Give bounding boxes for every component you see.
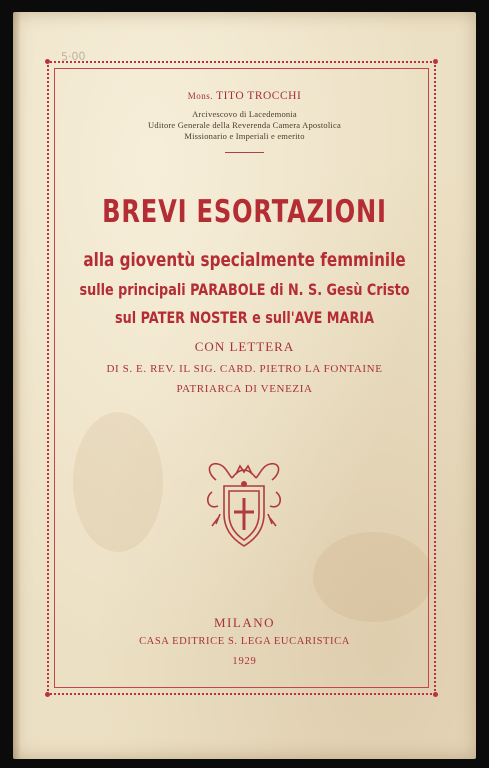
publication-year: 1929: [232, 656, 257, 667]
corner-dot: [45, 692, 50, 697]
author-title: Arcivescovo di Lacedemonia: [192, 109, 297, 119]
coat-of-arms-icon: [202, 452, 286, 554]
corner-dot: [433, 59, 438, 64]
corner-dot: [433, 692, 438, 697]
subtitle-line: sul PATER NOSTER e sull'AVE MARIA: [115, 308, 374, 327]
book-title: BREVI ESORTAZIONI: [102, 194, 387, 230]
author-name: TITO TROCCHI: [216, 90, 302, 102]
subtitle-line: sulle principali PARABOLE di N. S. Gesù Cristo: [79, 280, 410, 299]
ornamental-border: [47, 61, 436, 695]
author-title: Missionario e Imperiali e emerito: [184, 131, 305, 141]
publication-city: MILANO: [214, 615, 275, 630]
con-lettera: CON LETTERA: [194, 339, 295, 354]
divider-rule: [225, 152, 264, 153]
publisher: CASA EDITRICE S. LEGA EUCARISTICA: [139, 636, 350, 647]
lettera-title: PATRIARCA DI VENEZIA: [176, 383, 313, 395]
author-title: Uditore Generale della Reverenda Camera Apostolica: [148, 120, 341, 130]
pencil-note: 5·00: [60, 49, 86, 64]
author-line: [13, 90, 476, 102]
inner-border: [54, 68, 429, 688]
corner-dot: [45, 59, 50, 64]
book-cover: [13, 12, 476, 759]
author-prefix: Mons.: [187, 91, 213, 101]
lettera-author: DI S. E. REV. IL SIG. CARD. PIETRO LA FONTAINE: [106, 363, 383, 375]
subtitle-line: alla gioventù specialmente femminile: [83, 249, 406, 271]
